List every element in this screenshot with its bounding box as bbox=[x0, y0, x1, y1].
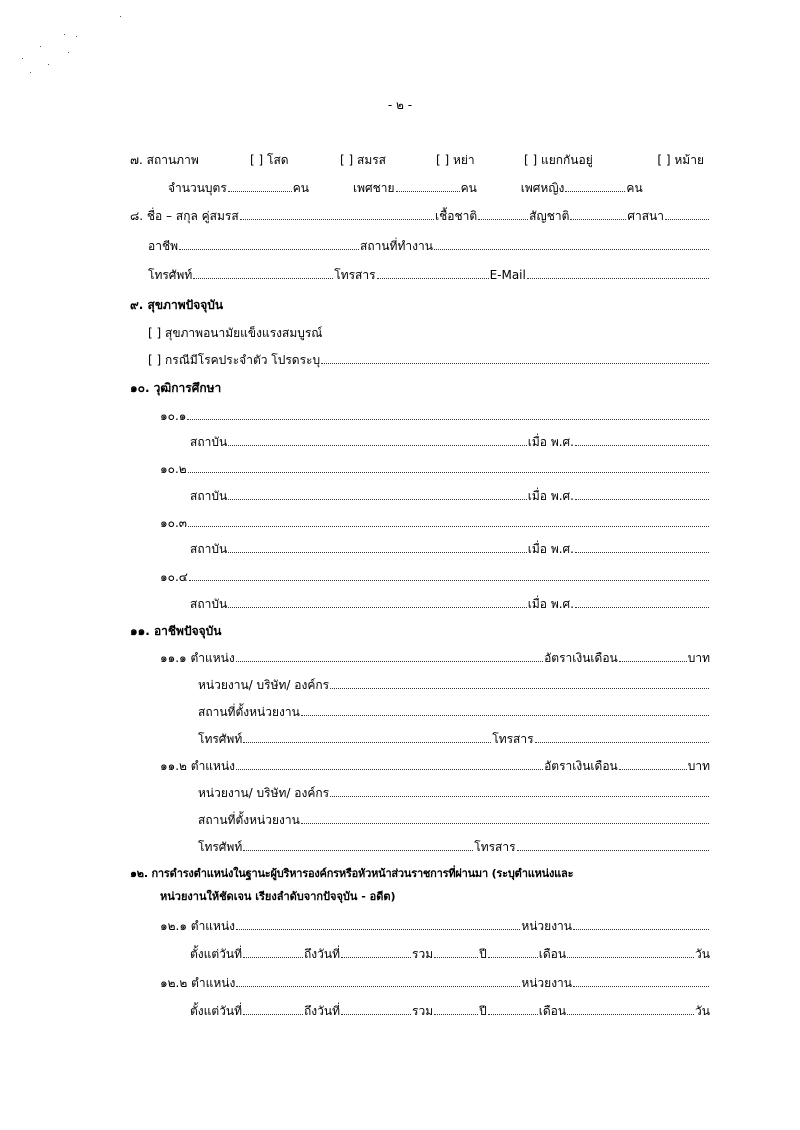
since-field[interactable] bbox=[243, 947, 303, 958]
leadership-1-position-row bbox=[160, 918, 710, 934]
leadership-heading-line1: ๑๒. การดำรงตำแหน่งในฐานะผู้บริหารองค์กรหรือหัวหน้าส่วนราชการที่ผ่านมา (ระบุตำแหน่งและ bbox=[130, 867, 574, 880]
spouse-phone-field[interactable] bbox=[193, 268, 333, 279]
children-unit: คน bbox=[292, 181, 310, 195]
job-1-contact-row bbox=[198, 731, 710, 747]
job-2-agency-row bbox=[198, 785, 710, 801]
health-disease-option[interactable]: [ ] กรณีมีโรคประจำตัว โปรดระบุ bbox=[148, 353, 321, 367]
graduation-year-label: เมื่อ พ.ศ. bbox=[527, 489, 574, 503]
until-label: ถึงวันที่ bbox=[304, 947, 341, 961]
job-position-field[interactable] bbox=[236, 651, 543, 662]
health-good-option[interactable]: [ ] สุขภาพอนามัยแข็งแรงสมบูรณ์ bbox=[148, 326, 323, 340]
scan-specks bbox=[20, 12, 130, 82]
baht-label: บาท bbox=[687, 651, 710, 665]
race-label: เชื้อชาติ bbox=[435, 209, 478, 223]
degree-field[interactable] bbox=[187, 409, 709, 420]
health-heading: ๙. สุขภาพปัจจุบัน bbox=[130, 298, 224, 312]
until-label: ถึงวันที่ bbox=[304, 1004, 341, 1018]
religion-label: ศาสนา bbox=[627, 209, 664, 223]
female-count-field[interactable] bbox=[565, 181, 625, 192]
leadership-position-field[interactable] bbox=[236, 919, 520, 930]
job-2-contact-row bbox=[198, 839, 710, 855]
job-fax-field[interactable] bbox=[535, 732, 709, 743]
children-label: จำนวนบุตร bbox=[168, 181, 227, 195]
health-disease-row bbox=[148, 352, 710, 368]
since-label: ตั้งแต่วันที่ bbox=[190, 947, 243, 961]
education-item-4 bbox=[160, 569, 710, 585]
salary-label: อัตราเงินเดือน bbox=[544, 759, 618, 773]
leadership-position-field[interactable] bbox=[236, 976, 520, 987]
spouse-contact-row bbox=[148, 267, 710, 283]
option-divorced[interactable]: [ ] หย่า bbox=[436, 153, 475, 167]
graduation-year-field[interactable] bbox=[575, 489, 709, 500]
job-fax-field[interactable] bbox=[517, 840, 709, 851]
education-institution-row bbox=[190, 541, 710, 557]
graduation-year-field[interactable] bbox=[575, 542, 709, 553]
until-field[interactable] bbox=[341, 947, 411, 958]
job-1-location-row bbox=[198, 704, 710, 720]
education-item-2 bbox=[160, 461, 710, 477]
education-item-number: ๑๐.๒ bbox=[160, 462, 187, 476]
disease-detail-field[interactable] bbox=[321, 353, 709, 364]
since-field[interactable] bbox=[243, 1004, 303, 1015]
graduation-year-field[interactable] bbox=[575, 435, 709, 446]
year-label: ปี bbox=[479, 1004, 487, 1018]
option-married[interactable]: [ ] สมรส bbox=[340, 153, 386, 167]
education-item-number: ๑๐.๑ bbox=[160, 409, 187, 423]
race-field[interactable] bbox=[478, 209, 528, 220]
baht-label: บาท bbox=[687, 759, 710, 773]
salary-field[interactable] bbox=[619, 759, 687, 770]
job-phone-field[interactable] bbox=[243, 732, 491, 743]
job-2-location-row bbox=[198, 812, 710, 828]
agency-label: หน่วยงาน/ บริษัท/ องค์กร bbox=[198, 678, 330, 692]
job-phone-label: โทรศัพท์ bbox=[198, 840, 243, 854]
job-phone-label: โทรศัพท์ bbox=[198, 732, 243, 746]
leadership-agency-label: หน่วยงาน bbox=[521, 976, 572, 990]
total-days-field[interactable] bbox=[567, 947, 694, 958]
job-2-position-row bbox=[160, 758, 710, 774]
education-item-3 bbox=[160, 515, 710, 531]
current-job-heading: ๑๑. อาชีพปัจจุบัน bbox=[130, 624, 222, 638]
job-phone-field[interactable] bbox=[243, 840, 473, 851]
spouse-phone-label: โทรศัพท์ bbox=[148, 268, 193, 282]
education-item-number: ๑๐.๔ bbox=[160, 570, 188, 584]
nationality-field[interactable] bbox=[570, 209, 626, 220]
institution-label: สถาบัน bbox=[190, 542, 228, 556]
spouse-name-label: ๘. ชื่อ – สกุล คู่สมรส bbox=[130, 209, 239, 223]
month-label: เดือน bbox=[538, 1004, 567, 1018]
leadership-agency-label: หน่วยงาน bbox=[521, 919, 572, 933]
leadership-agency-field[interactable] bbox=[573, 976, 709, 987]
leadership-2-duration-row bbox=[190, 1003, 710, 1019]
occupation-label: อาชีพ bbox=[148, 239, 178, 253]
institution-label: สถาบัน bbox=[190, 435, 228, 449]
option-separated[interactable]: [ ] แยกกันอยู่ bbox=[524, 153, 593, 167]
agency-field[interactable] bbox=[330, 786, 709, 797]
male-unit: คน bbox=[460, 181, 477, 195]
male-label: เพศชาย bbox=[353, 181, 395, 195]
leadership-1-duration-row bbox=[190, 946, 710, 962]
spouse-name-field[interactable] bbox=[240, 209, 434, 220]
total-months-field[interactable] bbox=[488, 947, 538, 958]
religion-field[interactable] bbox=[665, 209, 709, 220]
graduation-year-label: เมื่อ พ.ศ. bbox=[527, 597, 574, 611]
spouse-name-row bbox=[130, 208, 710, 224]
job-fax-label: โทรสาร bbox=[474, 840, 516, 854]
education-heading: ๑๐. วุฒิการศึกษา bbox=[130, 381, 222, 395]
job-position-field[interactable] bbox=[236, 759, 543, 770]
spouse-fax-label: โทรสาร bbox=[334, 268, 376, 282]
institution-label: สถาบัน bbox=[190, 489, 228, 503]
leadership-position-label: ๑๒.๒ ตำแหน่ง bbox=[160, 976, 236, 990]
option-widowed[interactable]: [ ] หม้าย bbox=[657, 153, 704, 167]
education-institution-row bbox=[190, 488, 710, 504]
male-count-field[interactable] bbox=[396, 181, 460, 192]
institution-field[interactable] bbox=[228, 597, 527, 608]
leadership-agency-field[interactable] bbox=[573, 919, 709, 930]
option-single[interactable]: [ ] โสด bbox=[250, 153, 289, 167]
agency-field[interactable] bbox=[330, 678, 709, 689]
leadership-position-label: ๑๒.๑ ตำแหน่ง bbox=[160, 919, 236, 933]
total-years-field[interactable] bbox=[434, 947, 478, 958]
female-unit: คน bbox=[626, 181, 643, 195]
spouse-email-label: E-Mail bbox=[489, 268, 526, 282]
occupation-field[interactable] bbox=[179, 239, 359, 250]
salary-field[interactable] bbox=[619, 651, 687, 662]
location-field[interactable] bbox=[301, 705, 709, 716]
female-label: เพศหญิง bbox=[520, 181, 565, 195]
leadership-heading-line2: หน่วยงานให้ชัดเจน เรียงลำดับจากปัจจุบัน - อดีต) bbox=[160, 890, 396, 903]
spouse-email-field[interactable] bbox=[527, 268, 709, 279]
children-count-field[interactable] bbox=[228, 181, 292, 192]
leadership-2-position-row bbox=[160, 975, 710, 991]
graduation-year-label: เมื่อ พ.ศ. bbox=[527, 435, 574, 449]
total-years-field[interactable] bbox=[434, 1004, 478, 1015]
year-label: ปี bbox=[479, 947, 487, 961]
since-label: ตั้งแต่วันที่ bbox=[190, 1004, 243, 1018]
location-label: สถานที่ตั้งหน่วยงาน bbox=[198, 705, 300, 719]
job-1-position-row bbox=[160, 650, 710, 666]
job-position-label: ๑๑.๑ ตำแหน่ง bbox=[160, 651, 235, 665]
degree-field[interactable] bbox=[189, 570, 709, 581]
job-fax-label: โทรสาร bbox=[492, 732, 534, 746]
institution-field[interactable] bbox=[228, 542, 527, 553]
workplace-label: สถานที่ทำงาน bbox=[360, 239, 433, 253]
education-item-number: ๑๐.๓ bbox=[160, 516, 187, 530]
job-position-label: ๑๑.๒ ตำแหน่ง bbox=[160, 759, 236, 773]
workplace-field[interactable] bbox=[434, 239, 709, 250]
education-item-1 bbox=[160, 408, 710, 424]
education-institution-row bbox=[190, 434, 710, 450]
total-label: รวม bbox=[412, 1004, 434, 1018]
location-field[interactable] bbox=[301, 813, 709, 824]
page-number: - ๒ - bbox=[387, 98, 413, 112]
institution-field[interactable] bbox=[228, 435, 527, 446]
degree-field[interactable] bbox=[188, 462, 709, 473]
day-label: วัน bbox=[695, 1004, 710, 1018]
total-label: รวม bbox=[412, 947, 434, 961]
children-row bbox=[168, 180, 653, 196]
graduation-year-label: เมื่อ พ.ศ. bbox=[527, 542, 574, 556]
nationality-label: สัญชาติ bbox=[529, 209, 570, 223]
job-1-agency-row bbox=[198, 677, 710, 693]
spouse-fax-field[interactable] bbox=[377, 268, 489, 279]
spouse-occupation-row bbox=[148, 238, 710, 254]
total-days-field[interactable] bbox=[567, 1004, 694, 1015]
total-months-field[interactable] bbox=[488, 1004, 538, 1015]
day-label: วัน bbox=[695, 947, 710, 961]
marital-status-label: ๗. สถานภาพ bbox=[130, 153, 199, 167]
graduation-year-field[interactable] bbox=[575, 597, 709, 608]
institution-field[interactable] bbox=[228, 489, 527, 500]
education-institution-row bbox=[190, 596, 710, 612]
marital-status-row bbox=[130, 152, 710, 168]
institution-label: สถาบัน bbox=[190, 597, 228, 611]
salary-label: อัตราเงินเดือน bbox=[544, 651, 618, 665]
agency-label: หน่วยงาน/ บริษัท/ องค์กร bbox=[198, 786, 330, 800]
degree-field[interactable] bbox=[188, 516, 709, 527]
month-label: เดือน bbox=[538, 947, 567, 961]
location-label: สถานที่ตั้งหน่วยงาน bbox=[198, 813, 300, 827]
until-field[interactable] bbox=[341, 1004, 411, 1015]
